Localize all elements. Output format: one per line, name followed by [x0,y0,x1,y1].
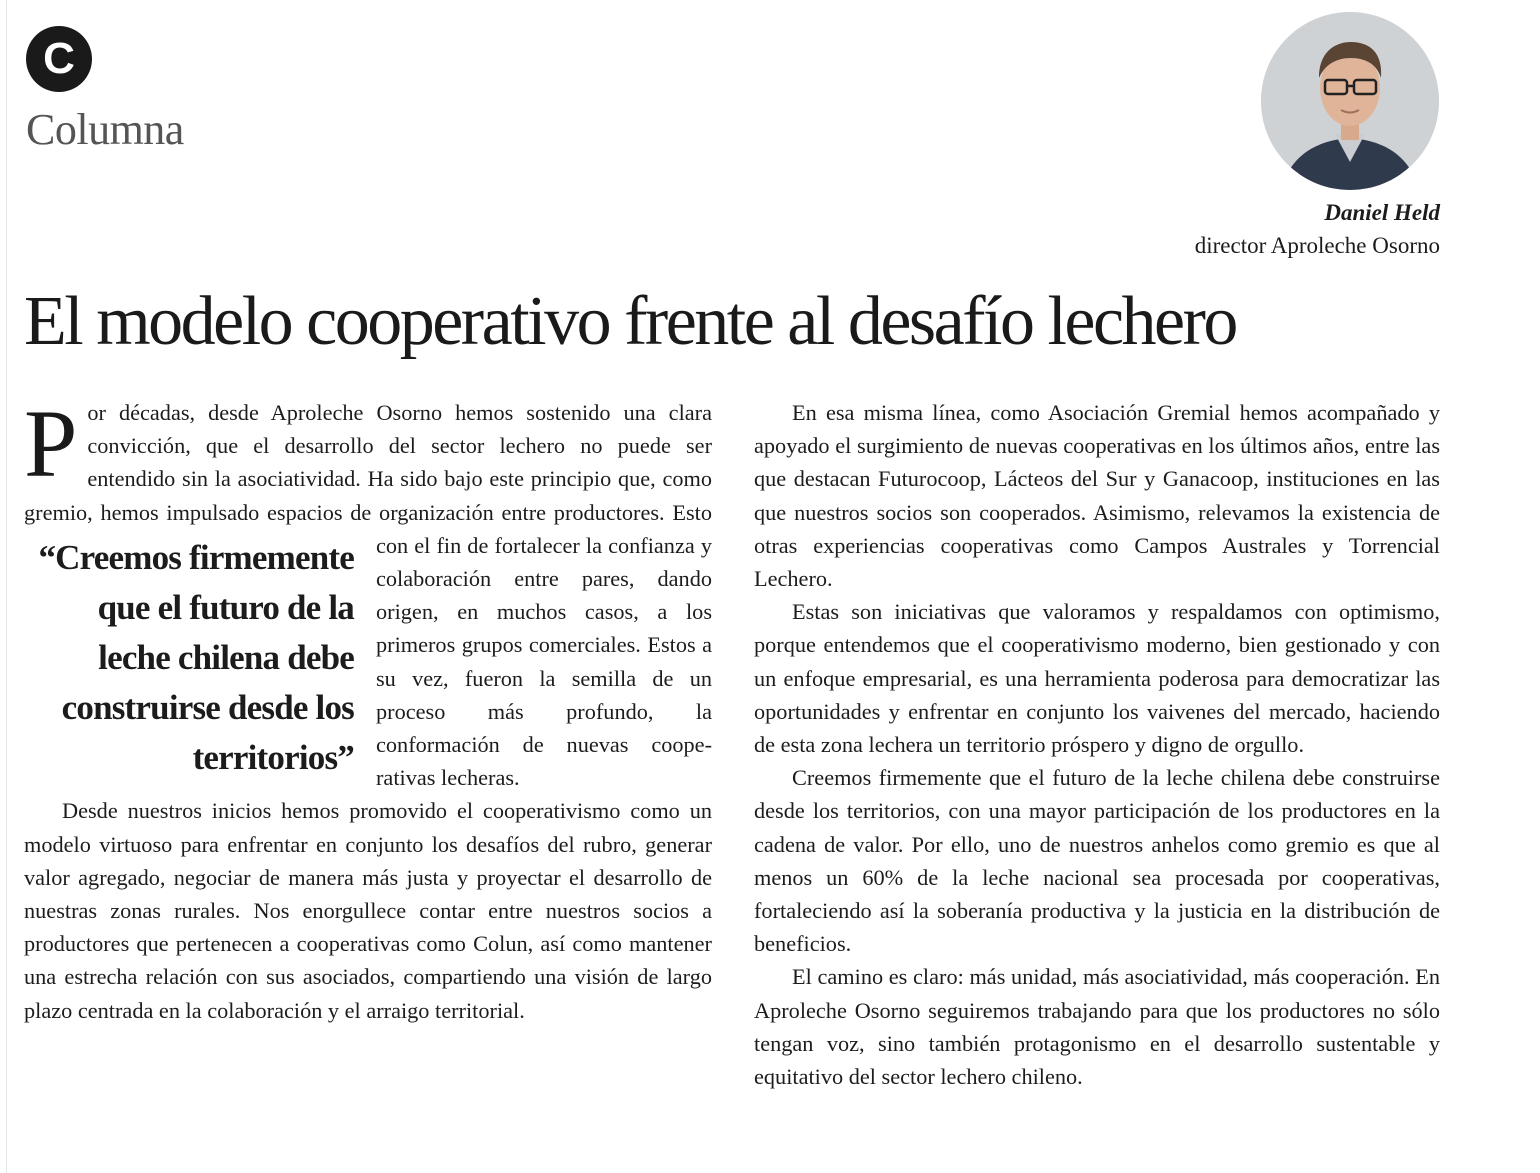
column-badge [26,26,92,92]
paragraph-2-text: Desde nuestros inicios hemos promovido el cooperativismo como un modelo virtuoso para enfrentar en conjunto los desafíos del rubro, generar valor agregado, negociar de manera más justa y proyectar el desarrollo de nuestras zonas rurales. Nos enorgullece contar entre nuestros socios a productores que pertenecen a cooperativas como Colun, así como mantener una estrecha relación con sus asociados, compartiendo una visión de largo plazo centrada en la colaboración y el arraigo territorial. [24,798,712,1023]
page-edge-line [6,0,7,1173]
column-badge-letter: C [43,34,75,83]
author-role: director Aproleche Osorno [1194,233,1440,258]
paragraph-1 [24,390,712,794]
author-portrait-icon [1261,12,1439,190]
article-column-left [24,390,712,1027]
section-label: Columna [26,105,184,154]
paragraph-4: Estas son iniciativas que valoramos y respaldamos con optimismo, porque entendemos que el cooperativismo moderno, bien gestionado y con un enfoque empresarial, es una herramienta poderosa para democratizar las oportunidades y enfrentar en conjunto los vaivenes del mercado, haciendo de esta zona lechera un territorio próspero y digno de orgullo. [754,599,1440,758]
paragraph-2 [24,794,712,1026]
paragraph-1-text: or décadas, desde Aproleche Osorno hemos sostenido una clara convicción, que el desarrollo del sector lechero no puede ser entendido sin la asociatividad. Ha sido bajo este principio que, como gremio, hemos impulsado espacios de organización entre productores. Esto con el fin de fortalecer la confianza y “Creemos firmemente que el futuro de la leche chilena debe construirse desde los territorios” colaboración entre pares, dando origen, en muchos casos, a los primeros grupos comerciales. Estos a su vez, fueron la semilla de un proceso más profundo, la conformación de nuevas cooperativas lecheras. [24,400,712,791]
pull-quote: “Creemos firmemente que el futuro de la leche chilena debe construirse desde los territorios” [38,537,354,777]
author-name: Daniel Held [1324,200,1440,225]
paragraph-6: El camino es claro: más unidad, más asociatividad, más cooperación. En Aproleche Osorno seguiremos trabajando para que los productores no sólo tengan voz, sino también protagonismo en el desarrollo sustentable y equitativo del sector lechero chileno. [754,964,1440,1090]
article-column-right [754,396,1440,1093]
paragraph-3: En esa misma línea, como Asociación Gremial hemos acompañado y apoyado el surgimiento de nuevas cooperativas en los últimos años, entre las que destacan Futurocoop, Lácteos del Sur y Ganacoop, instituciones en las que nuestros socios son cooperados. Asimismo, relevamos la existencia de otras experiencias cooperativas como Campos Australes y Torrencial Lechero. [754,400,1440,592]
headline: El modelo cooperativo frente al desafío lechero [24,283,1236,360]
drop-cap: P [24,390,78,497]
author-photo [1261,12,1439,190]
paragraph-5: Creemos firmemente que el futuro de la leche chilena debe construirse desde los territorios, con una mayor participación de los productores en la cadena de valor. Por ello, uno de nuestros anhelos como gremio es que al menos un 60% de la leche nacional sea procesada por cooperativas, fortaleciendo así la soberanía productiva y la justicia en la distribución de beneficios. [754,765,1440,957]
